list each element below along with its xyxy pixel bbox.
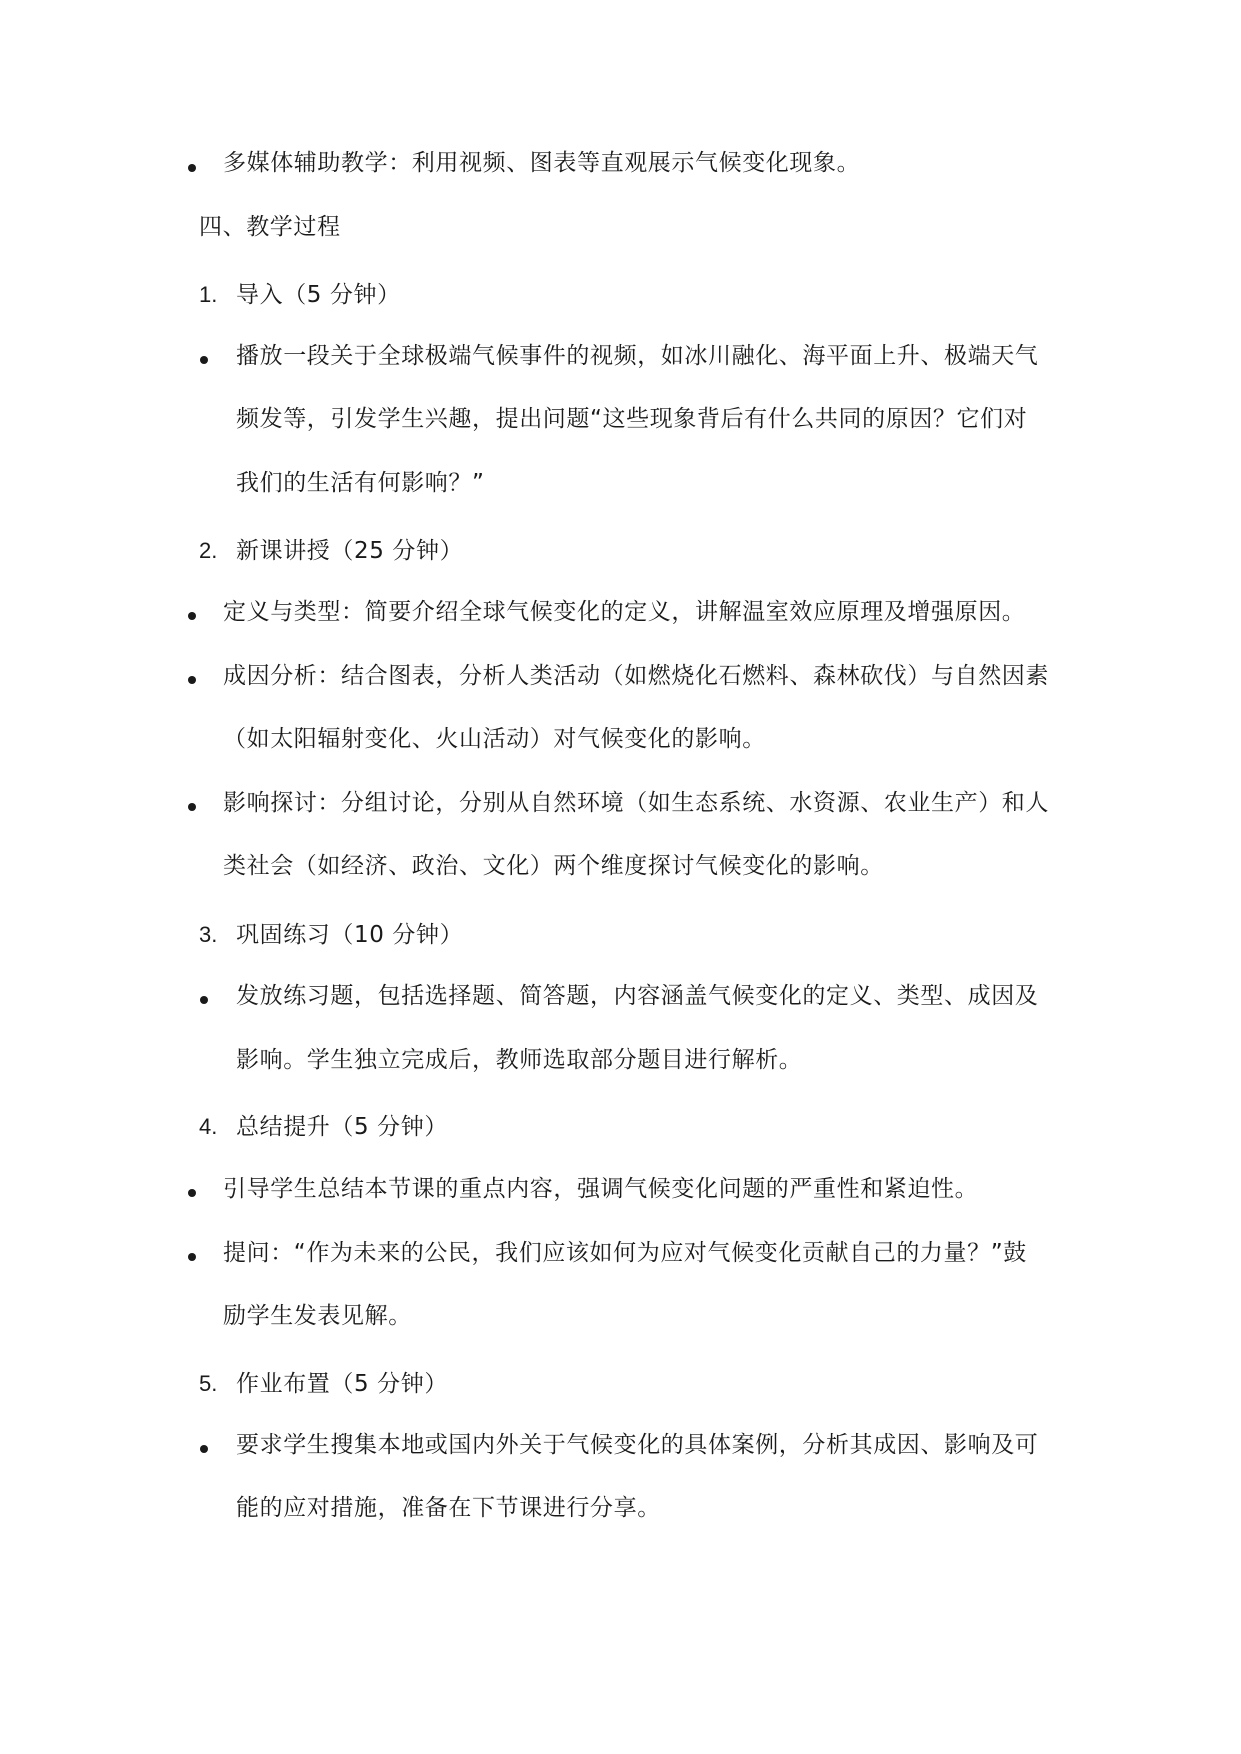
step-title: 导入（5 分钟）	[236, 282, 401, 308]
bullet-text-line: 提问：“作为未来的公民，我们应该如何为应对气候变化贡献自己的力量？”鼓	[223, 1240, 1027, 1266]
bullet-marker	[188, 1253, 196, 1261]
step-number: 1.	[199, 282, 218, 307]
bullet-marker	[188, 164, 196, 172]
bullet-text-line: 成因分析：结合图表，分析人类活动（如燃烧化石燃料、森林砍伐）与自然因素	[223, 663, 1049, 689]
bullet-text-line: 发放练习题，包括选择题、简答题，内容涵盖气候变化的定义、类型、成因及	[236, 983, 1039, 1009]
bullet-text-line: 影响。学生独立完成后，教师选取部分题目进行解析。	[236, 1047, 803, 1073]
bullet-text-line: 定义与类型：简要介绍全球气候变化的定义，讲解温室效应原理及增强原因。	[223, 599, 1026, 625]
step-number: 3.	[199, 922, 218, 947]
bullet-text-line: （如太阳辐射变化、火山活动）对气候变化的影响。	[223, 726, 766, 752]
bullet-marker	[200, 356, 208, 364]
step-number: 5.	[199, 1371, 218, 1396]
bullet-text-line: 要求学生搜集本地或国内外关于气候变化的具体案例，分析其成因、影响及可	[236, 1432, 1039, 1458]
bullet-marker	[188, 612, 196, 620]
bullet-marker	[200, 1445, 208, 1453]
bullet-text-line: 能的应对措施，准备在下节课进行分享。	[236, 1495, 661, 1521]
step-number: 2.	[199, 538, 218, 563]
bullet-marker	[188, 803, 196, 811]
bullet-text-line: 频发等，引发学生兴趣，提出问题“这些现象背后有什么共同的原因？它们对	[236, 406, 1028, 432]
bullet-marker	[200, 996, 208, 1004]
step-title: 作业布置（5 分钟）	[236, 1371, 448, 1397]
bullet-text-line: 引导学生总结本节课的重点内容，强调气候变化问题的严重性和紧迫性。	[223, 1176, 979, 1202]
section-heading: 四、教学过程	[199, 214, 341, 240]
bullet-marker	[188, 676, 196, 684]
step-title: 巩固练习（10 分钟）	[236, 922, 464, 948]
bullet-text-line: 励学生发表见解。	[223, 1303, 412, 1329]
bullet-text-line: 影响探讨：分组讨论，分别从自然环境（如生态系统、水资源、农业生产）和人	[223, 790, 1049, 816]
intro-bullet-text: 多媒体辅助教学：利用视频、图表等直观展示气候变化现象。	[223, 150, 861, 176]
bullet-text-line: 类社会（如经济、政治、文化）两个维度探讨气候变化的影响。	[223, 853, 884, 879]
bullet-text-line: 我们的生活有何影响？”	[236, 470, 485, 496]
step-title: 总结提升（5 分钟）	[236, 1114, 448, 1140]
bullet-marker	[188, 1189, 196, 1197]
step-title: 新课讲授（25 分钟）	[236, 538, 464, 564]
step-number: 4.	[199, 1114, 218, 1139]
bullet-text-line: 播放一段关于全球极端气候事件的视频，如冰川融化、海平面上升、极端天气	[236, 343, 1039, 369]
